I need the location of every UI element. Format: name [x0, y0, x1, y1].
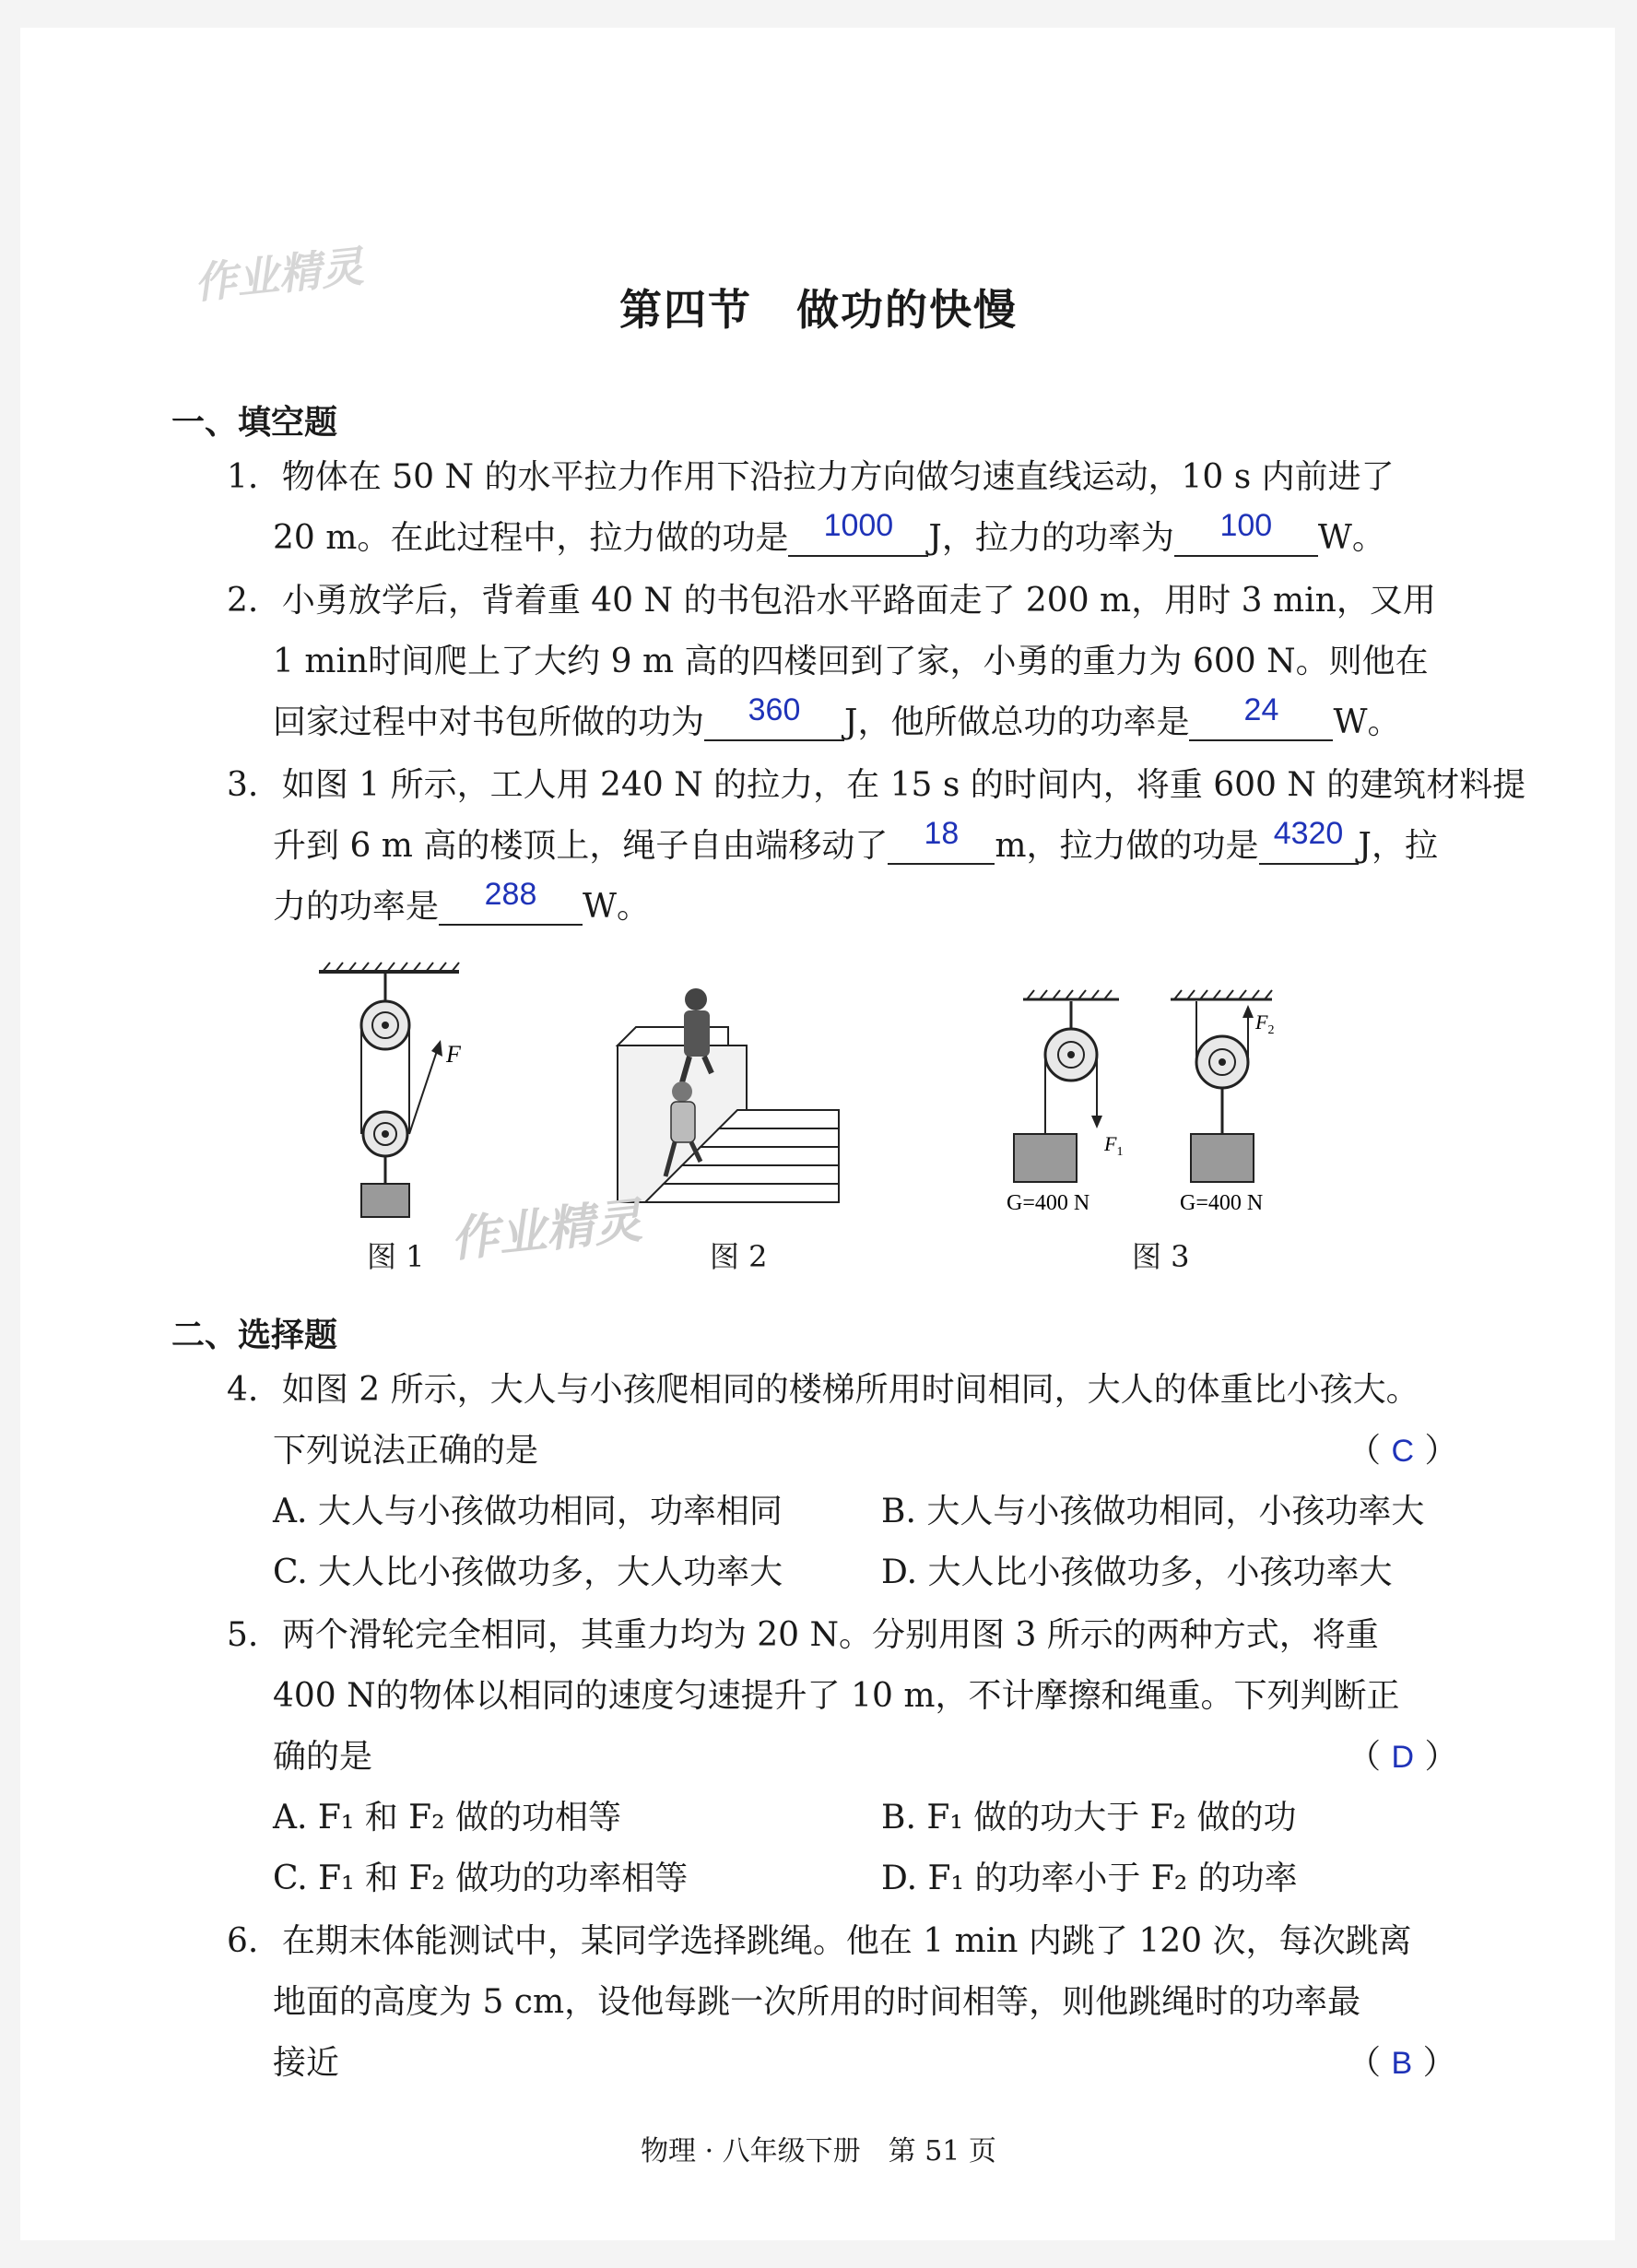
fig1-load [361, 1184, 409, 1217]
q4-option-d[interactable]: D. 大人比小孩做功多，小孩功率大 [881, 1553, 1393, 1591]
q5-option-d[interactable]: D. F₁ 的功率小于 F₂ 的功率 [881, 1860, 1298, 1897]
q1-number: 1. [227, 458, 259, 496]
q5-line2: 400 N的物体以相同的速度匀速提升了 10 m，不计摩擦和绳重。下列判断正 [273, 1677, 1400, 1715]
fig1-arrow [431, 1040, 442, 1057]
fig3-label-f1: $F_1$ [1104, 1132, 1124, 1159]
q5-answer: D [1391, 1740, 1415, 1775]
figure-1-pulley [304, 959, 489, 1226]
figure-1-caption: 图 1 [367, 1239, 425, 1274]
q6-line3: 接近 [273, 2044, 340, 2082]
q2-text-3b: J，他所做总功的功率是 [844, 703, 1190, 741]
q4-line2: 下列说法正确的是 [273, 1432, 539, 1470]
q4-text-1: 如图 2 所示，大人与小孩爬相同的楼梯所用时间相同，大人的体重比小孩大。 [281, 1371, 1419, 1409]
watermark-top: 作业精灵 [191, 241, 366, 309]
q5-text-1: 两个滑轮完全相同，其重力均为 20 N。分别用图 3 所示的两种方式，将重 [281, 1616, 1379, 1654]
q3-line2 [273, 816, 1438, 865]
q5-option-c[interactable]: C. F₁ 和 F₂ 做功的功率相等 [273, 1860, 689, 1897]
q5-line3: 确的是 [273, 1738, 373, 1776]
q5-line1 [227, 1616, 1379, 1654]
figure-2-stairs [608, 981, 848, 1221]
q3-answer-3: 288 [484, 877, 537, 912]
q1-blank-2[interactable] [1174, 508, 1318, 557]
section-fill-blank: 一、填空题 [171, 404, 338, 442]
q2-answer-1: 360 [748, 692, 801, 727]
q2-answer-2: 24 [1243, 692, 1279, 727]
q1-answer-2: 100 [1219, 508, 1273, 543]
q3-blank-3[interactable] [439, 877, 583, 926]
section-multiple-choice: 二、选择题 [171, 1317, 338, 1354]
q4-option-c[interactable]: C. 大人比小孩做功多，大人功率大 [273, 1553, 783, 1591]
q3-number: 3. [227, 766, 259, 804]
q1-answer-1: 1000 [823, 508, 894, 543]
q6-line1 [227, 1922, 1412, 1960]
q1-text-2b: J，拉力的功率为 [928, 519, 1174, 557]
q1-text-2c: W。 [1317, 519, 1385, 557]
q1-text-2a: 20 m。在此过程中，拉力做的功是 [273, 519, 789, 557]
fig3-left-load [1014, 1134, 1077, 1182]
q2-blank-1[interactable] [704, 692, 844, 741]
q5-number: 5. [227, 1616, 259, 1654]
q5-answer-paren[interactable]: （ D ） [1348, 1738, 1458, 1776]
q3-text-2a: 升到 6 m 高的楼顶上，绳子自由端移动了 [273, 827, 889, 865]
q1-line1 [227, 458, 1395, 496]
figure-2-caption: 图 2 [710, 1239, 768, 1274]
q3-text-1: 如图 1 所示，工人用 240 N 的拉力，在 15 s 的时间内，将重 600 N 的建筑材料提 [281, 766, 1526, 804]
q1-line2 [273, 508, 1385, 557]
page-footer: 物理 · 八年级下册 第 51 页 [641, 2135, 996, 2168]
q2-number: 2. [227, 582, 259, 620]
q3-text-3b: W。 [583, 888, 651, 926]
q2-blank-2[interactable] [1189, 692, 1333, 741]
watermark-figure: 作业精灵 [448, 1193, 645, 1269]
q6-text-1: 在期末体能测试中，某同学选择跳绳。他在 1 min 内跳了 120 次，每次跳离 [281, 1922, 1412, 1960]
figure-3-pulleys [995, 981, 1300, 1221]
fig3-left-weight: G=400 N [1007, 1191, 1090, 1215]
q2-line2: 1 min时间爬上了大约 9 m 高的四楼回到了家，小勇的重力为 600 N。则他在 [273, 643, 1429, 680]
q3-blank-2[interactable] [1259, 816, 1359, 865]
fig3-label-f2: $F_2$ [1255, 1010, 1275, 1037]
q3-text-3a: 力的功率是 [273, 888, 440, 926]
fig1-label-f: F [446, 1041, 461, 1068]
figure-3-caption: 图 3 [1132, 1239, 1190, 1274]
q4-number: 4. [227, 1371, 259, 1409]
q4-answer-paren[interactable]: （ C ） [1348, 1432, 1458, 1470]
q2-text-3a: 回家过程中对书包所做的功为 [273, 703, 705, 741]
q4-answer: C [1391, 1434, 1415, 1469]
q2-text-3c: W。 [1333, 703, 1401, 741]
page-title: 第四节 做功的快慢 [619, 285, 1018, 335]
q6-answer: B [1391, 2046, 1413, 2081]
q2-line1 [227, 582, 1436, 620]
fig3-right-load [1191, 1134, 1254, 1182]
q3-blank-1[interactable] [888, 816, 995, 865]
q4-line1 [227, 1371, 1419, 1409]
q3-line1 [227, 766, 1526, 804]
q3-text-2c: J，拉 [1358, 827, 1438, 865]
q6-number: 6. [227, 1922, 259, 1960]
q5-option-b[interactable]: B. F₁ 做的功大于 F₂ 做的功 [881, 1799, 1297, 1837]
q3-line3 [273, 877, 651, 926]
q2-text-1: 小勇放学后，背着重 40 N 的书包沿水平路面走了 200 m，用时 3 min，又用 [281, 582, 1436, 620]
q4-option-a[interactable]: A. 大人与小孩做功相同，功率相同 [273, 1493, 783, 1530]
q1-blank-1[interactable] [788, 508, 928, 557]
q5-option-a[interactable]: A. F₁ 和 F₂ 做的功相等 [273, 1799, 622, 1837]
q3-answer-2: 4320 [1273, 816, 1344, 851]
q6-answer-paren[interactable]: （ B ） [1348, 2044, 1456, 2082]
q6-line2: 地面的高度为 5 cm，设他每跳一次所用的时间相等，则他跳绳时的功率最 [273, 1983, 1361, 2021]
q3-text-2b: m，拉力做的功是 [995, 827, 1259, 865]
q2-line3 [273, 692, 1401, 741]
fig3-right-weight: G=400 N [1180, 1191, 1264, 1215]
q3-answer-1: 18 [924, 816, 960, 851]
q1-text-1: 物体在 50 N 的水平拉力作用下沿拉力方向做匀速直线运动，10 s 内前进了 [281, 458, 1395, 496]
q4-option-b[interactable]: B. 大人与小孩做功相同，小孩功率大 [881, 1493, 1425, 1530]
